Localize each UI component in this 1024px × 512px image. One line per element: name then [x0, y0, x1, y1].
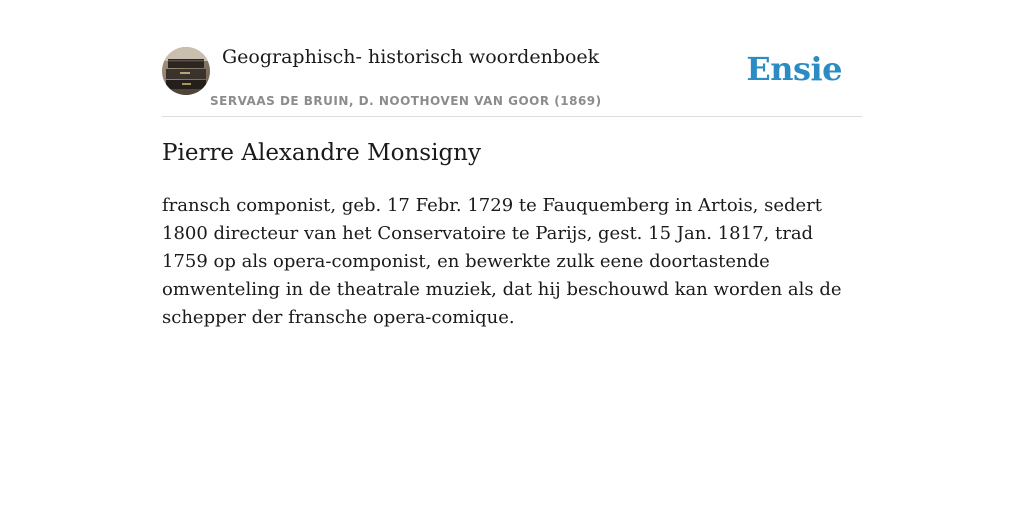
book-authors: SERVAAS DE BRUIN, D. NOOTHOVEN VAN GOOR (1869) [210, 94, 602, 108]
entry-card [162, 0, 862, 328]
entry-body: fransch componist, geb. 17 Febr. 1729 te Fauquemberg in Artois, sedert 1800 directeur van het Conservatoire te Parijs, gest. 15 Jan. 1817, trad 1759 op als opera-componist, en bewerkte zulk eene doortastende omwenteling in de theatrale muziek, dat hij beschouwd kan worden als de schepper der fransche opera-comique. [162, 195, 842, 328]
old-books-icon [162, 47, 210, 95]
entry-title: Pierre Alexandre Monsigny [162, 140, 481, 166]
ensie-logo[interactable]: Ensie [746, 50, 842, 88]
book-title[interactable]: Geographisch- historisch woordenboek [222, 46, 600, 68]
book-header [162, 0, 862, 117]
book-cover-avatar[interactable] [162, 47, 210, 95]
